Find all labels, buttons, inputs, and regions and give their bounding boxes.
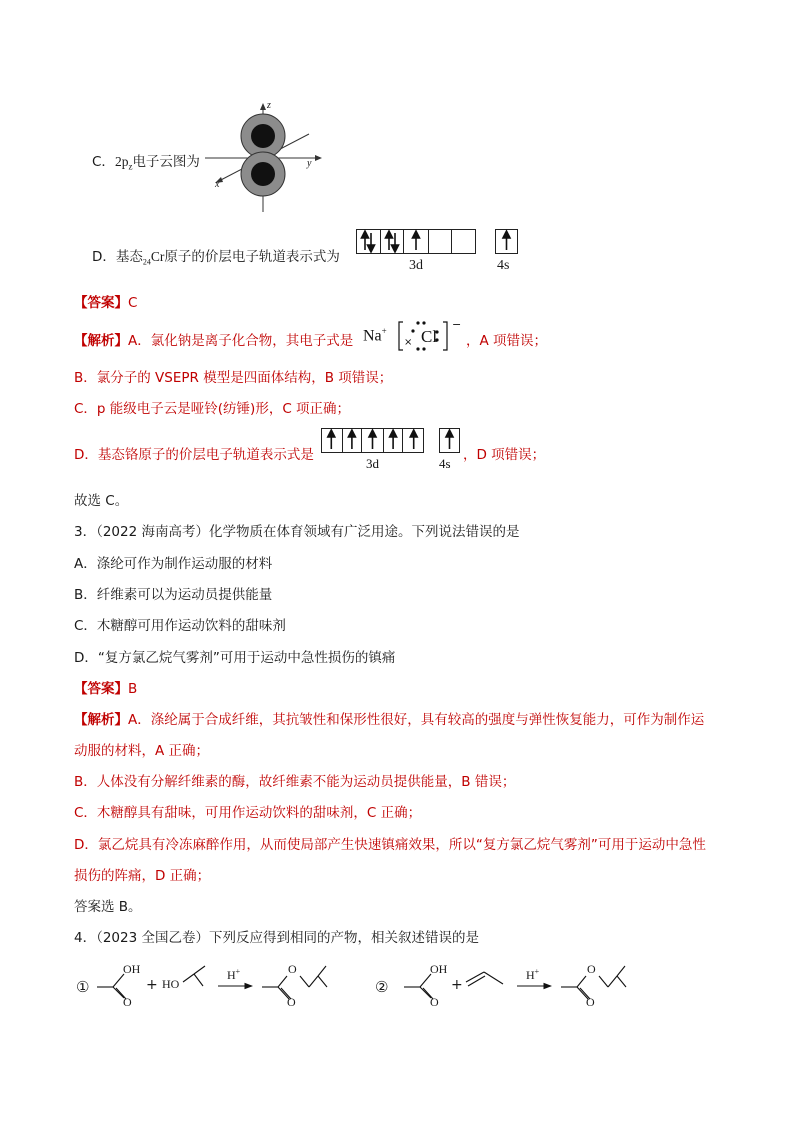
electron-arrows-3d-correct [321,428,424,453]
cl-charge: − [452,318,462,331]
answer-value: B [128,681,138,697]
analysis-a1-text: A．涤纶属于合成纤维，其抗皱性和保形性很好，具有较高的强度与弹性恢复能力，可作为制作运 [128,712,705,728]
acid-o-label-2: O [430,995,439,1009]
q3-analysis-a2: 动服的材料，A 正确； [74,743,210,759]
cr-symbol: $_{24}$Cr [142,249,165,267]
q2-conclusion: 故选 C。 [74,493,129,509]
option-c-prefix: C． [92,154,115,170]
electron-arrow-4s-wrong [495,229,518,254]
option-c-suffix: 电子云图为 [132,154,200,170]
na-ion: Na+ [363,326,387,345]
analysis-tag: 【解析】 [74,712,128,728]
acid-oh-label-1: OH [123,962,141,976]
option-d-prefix: D．基态 [92,249,143,265]
label-4s: 4s [497,258,510,273]
catalyst-label-2: H+ [526,967,540,982]
q2-answer [74,291,137,311]
axis-y-label: y [307,158,312,169]
q2-analysis-d: D．基态铬原子的价层电子轨道表示式是 [74,447,314,463]
q3-option-a: A．涤纶可作为制作运动服的材料 [74,556,273,572]
acid-o-label-1: O [123,995,132,1009]
electron-arrows-3d-wrong [356,229,476,254]
skeletal-structures [0,960,794,1020]
axis-x-label: x [215,179,220,190]
orbital-2pz-diagram [205,100,335,215]
q2-analysis-a [74,329,353,349]
orbital-label: $2p_z$ [114,154,133,172]
answer-value: C [128,295,138,311]
catalyst-label-1: H+ [227,967,241,982]
option-d-suffix: 原子的价层电子轨道表示式为 [164,249,340,265]
option-c-line [92,150,200,172]
cl-symbol: Cl [421,327,438,346]
q3-analysis-c: C．木糖醇具有甜味，可用作运动饮料的甜味剂，C 正确； [74,805,422,821]
q2-analysis-b: B．氯分子的 VSEPR 模型是四面体结构，B 项错误； [74,370,393,386]
alcohol-ho-label: HO [162,977,180,991]
svg-text:×: × [404,337,413,348]
answer-tag: 【答案】 [74,295,128,311]
ester-carbonyl-o-label-1: O [287,995,296,1009]
q2-analysis-c: C．p 能级电子云是哑铃(纺锤)形，C 项正确； [74,401,351,417]
reaction-2-number: ② [375,978,389,996]
q3-conclusion: 答案选 B。 [74,899,142,915]
ester-carbonyl-o-label-2: O [586,995,595,1009]
electron-arrow-4s-correct [439,428,460,453]
axis-z-label: z [267,100,271,111]
reaction-1-number: ① [76,978,90,996]
answer-tag: 【答案】 [74,681,128,697]
analysis-a-text: A．氯化钠是离子化合物，其电子式是 [128,333,354,349]
q3-answer [74,677,137,697]
q3-analysis-b: B．人体没有分解纤维素的酶，故纤维素不能为运动员提供能量，B 错误； [74,774,516,790]
plus-sign-2: + [451,977,463,993]
label-3d: 3d [409,258,423,273]
label-4s-correct: 4s [439,456,451,471]
plus-sign-1: + [146,977,158,993]
q3-option-c: C．木糖醇可用作运动饮料的甜味剂 [74,618,286,634]
nacl-electron-formula [363,320,463,352]
q3-stem: 3．（2022 海南高考）化学物质在体育领域有广泛用途。下列说法错误的是 [74,524,520,540]
analysis-d-result: ，D 项错误； [463,447,546,463]
q3-option-d: D．“复方氯乙烷气雾剂”可用于运动中急性损伤的镇痛 [74,650,396,666]
acid-oh-label-2: OH [430,962,448,976]
q3-option-b: B．纤维素可以为运动员提供能量 [74,587,273,603]
label-3d-correct: 3d [366,456,379,471]
q3-analysis-a1 [74,708,704,728]
ester-o-label-2: O [587,962,596,976]
q3-analysis-d1: D．氯乙烷具有冷冻麻醉作用，从而使局部产生快速镇痛效果，所以“复方氯乙烷气雾剂”可用于运动中急性 [74,837,706,853]
option-d-line [92,245,340,267]
q4-stem: 4．（2023 全国乙卷）下列反应得到相同的产物，相关叙述错误的是 [74,930,479,946]
analysis-tag: 【解析】 [74,333,128,349]
ester-o-label-1: O [288,962,297,976]
q3-analysis-d2: 损伤的阵痛，D 正确； [74,868,211,884]
analysis-a-result: ，A 项错误； [466,333,548,349]
